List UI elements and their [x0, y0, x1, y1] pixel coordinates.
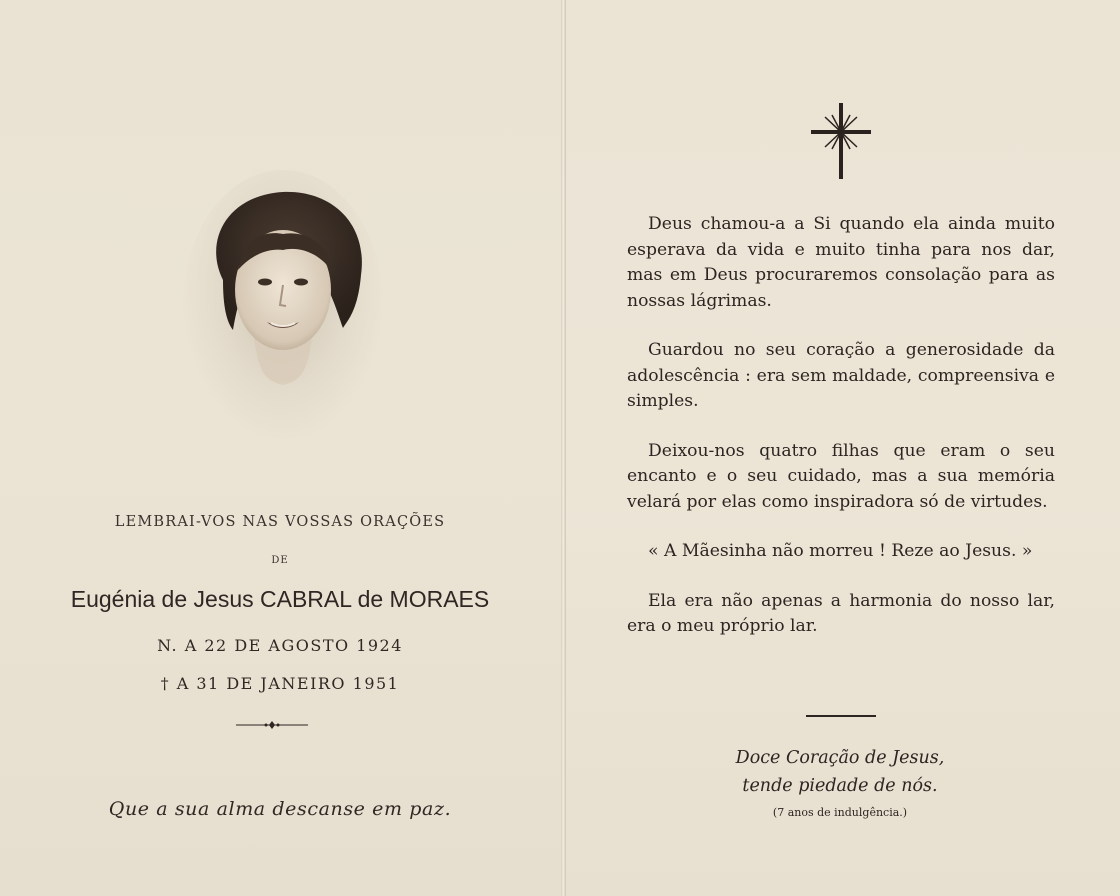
death-date-text: A 31 DE JANEIRO 1951	[176, 674, 400, 693]
quote-paragraph: « A Mãesinha não morreu ! Reze ao Jesus. »	[648, 541, 1033, 561]
paragraph: Guardou no seu coração a generosidade da adolescência : era sem maldade, compreensiva e simples.	[627, 340, 1055, 411]
deceased-name: Eugénia de Jesus CABRAL de MORAES	[70, 586, 490, 612]
peace-line: Que a sua alma descanse em paz.	[108, 798, 452, 820]
dagger-symbol: †	[160, 674, 171, 693]
card-fold	[561, 0, 566, 896]
prayer-line-1: Doce Coração de Jesus,	[735, 748, 945, 768]
paragraph: Deus chamou-a a Si quando ela ainda muito esperava da vida e muito tinha para nos dar, mas em Deus procuraremos consolação para as nossas lágrimas.	[627, 214, 1055, 311]
remember-heading: LEMBRAI-VOS NAS VOSSAS ORAÇÕES	[114, 514, 446, 530]
death-date	[60, 674, 500, 693]
divider-rule	[806, 715, 876, 717]
birth-date: N. A 22 DE AGOSTO 1924	[157, 636, 403, 655]
cross-icon	[810, 103, 872, 185]
memorial-text	[627, 212, 1055, 664]
de-label: DE	[271, 555, 289, 566]
prayer	[640, 744, 1040, 800]
divider-ornament-icon	[236, 716, 308, 735]
paragraph: Ela era não apenas a harmonia do nosso lar, era o meu próprio lar.	[627, 590, 1055, 636]
prayer-line-2: tende piedade de nós.	[742, 776, 938, 796]
paragraph: Deixou-nos quatro filhas que eram o seu encanto e o seu cuidado, mas a sua memória velará por elas como inspiradora só de virtudes.	[627, 440, 1055, 512]
portrait-photo	[183, 170, 383, 440]
indulgence-note: (7 anos de indulgência.)	[772, 806, 908, 819]
